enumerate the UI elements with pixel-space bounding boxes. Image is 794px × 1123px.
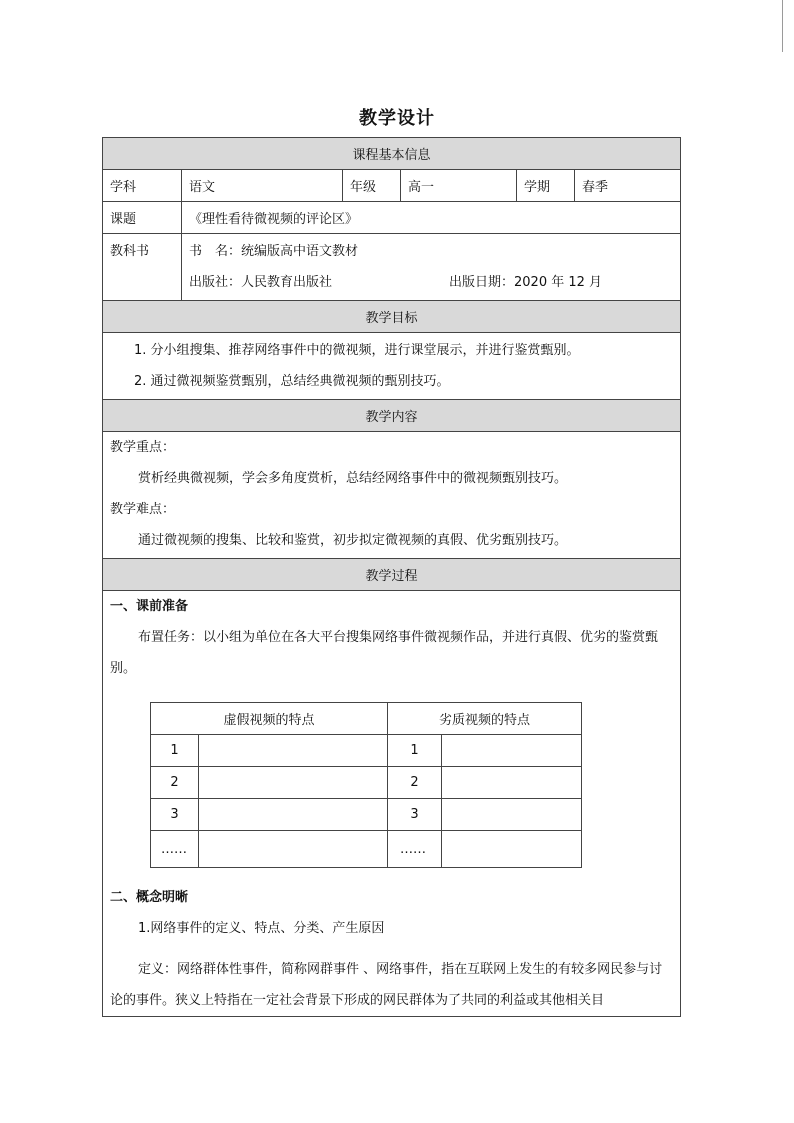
row-ellipsis: …… — [151, 831, 199, 868]
poor-cell — [442, 767, 582, 799]
textbook-label: 教科书 — [103, 234, 182, 301]
section-2-title: 二、概念明晰 — [110, 890, 189, 905]
fake-cell — [199, 767, 388, 799]
row-number: 1 — [151, 735, 199, 767]
fake-video-header: 虚假视频的特点 — [151, 703, 388, 735]
subject-label: 学科 — [103, 170, 182, 202]
key-point-label: 教学重点： — [110, 440, 176, 455]
fake-cell — [199, 735, 388, 767]
grade-value: 高一 — [401, 170, 517, 202]
poor-video-header: 劣质视频的特点 — [388, 703, 582, 735]
publisher: 出版社：人民教育出版社 — [189, 275, 333, 290]
table-row — [151, 799, 582, 831]
table-row — [151, 735, 582, 767]
row-ellipsis: …… — [388, 831, 442, 868]
row-number: 2 — [388, 767, 442, 799]
difficulty-label: 教学难点： — [110, 502, 176, 517]
fake-cell — [199, 799, 388, 831]
topic-value: 《理性看待微视频的评论区》 — [182, 202, 681, 234]
goals-header: 教学目标 — [103, 301, 681, 333]
publish-date: 出版日期：2020 年 12 月 — [449, 275, 603, 290]
document-title: 教学设计 — [359, 108, 435, 129]
content-header: 教学内容 — [103, 400, 681, 432]
row-number: 3 — [388, 799, 442, 831]
table-row — [151, 831, 582, 868]
row-number: 2 — [151, 767, 199, 799]
term-value: 春季 — [575, 170, 681, 202]
video-features-table — [150, 702, 582, 868]
goal-item: 1. 分小组搜集、推荐网络事件中的微视频，进行课堂展示，并进行鉴赏甄别。 — [134, 343, 580, 358]
textbook-name: 书 名：统编版高中语文教材 — [189, 244, 359, 259]
fake-cell — [199, 831, 388, 868]
difficulty-text: 通过微视频的搜集、比较和鉴赏，初步拟定微视频的真假、优劣甄别技巧。 — [138, 533, 568, 548]
page-edge-line — [782, 0, 783, 52]
term-label: 学期 — [517, 170, 575, 202]
row-number: 3 — [151, 799, 199, 831]
poor-cell — [442, 735, 582, 767]
key-point-text: 赏析经典微视频，学会多角度赏析，总结经网络事件中的微视频甄别技巧。 — [138, 471, 568, 486]
publisher-line — [189, 267, 673, 298]
lesson-plan-table — [102, 137, 681, 1017]
definition-text: 定义：网络群体性事件，简称网群事件 、网络事件，指在互联网上发生的有较多网民参与讨论的事件。狭义上特指在一定社会背景下形成的网民群体为了共同的利益或其他相关目 — [110, 962, 663, 1008]
subject-value: 语文 — [182, 170, 343, 202]
process-header: 教学过程 — [103, 559, 681, 591]
section-1-title: 一、课前准备 — [110, 599, 189, 614]
section-2-item: 1.网络事件的定义、特点、分类、产生原因 — [138, 921, 385, 936]
goal-item: 2. 通过微视频鉴赏甄别，总结经典微视频的甄别技巧。 — [134, 374, 450, 389]
grade-label: 年级 — [343, 170, 401, 202]
row-number: 1 — [388, 735, 442, 767]
topic-label: 课题 — [103, 202, 182, 234]
basic-info-header: 课程基本信息 — [103, 138, 681, 170]
poor-cell — [442, 831, 582, 868]
table-row — [151, 767, 582, 799]
poor-cell — [442, 799, 582, 831]
section-1-text: 布置任务：以小组为单位在各大平台搜集网络事件微视频作品，并进行真假、优劣的鉴赏甄别。 — [110, 630, 659, 676]
